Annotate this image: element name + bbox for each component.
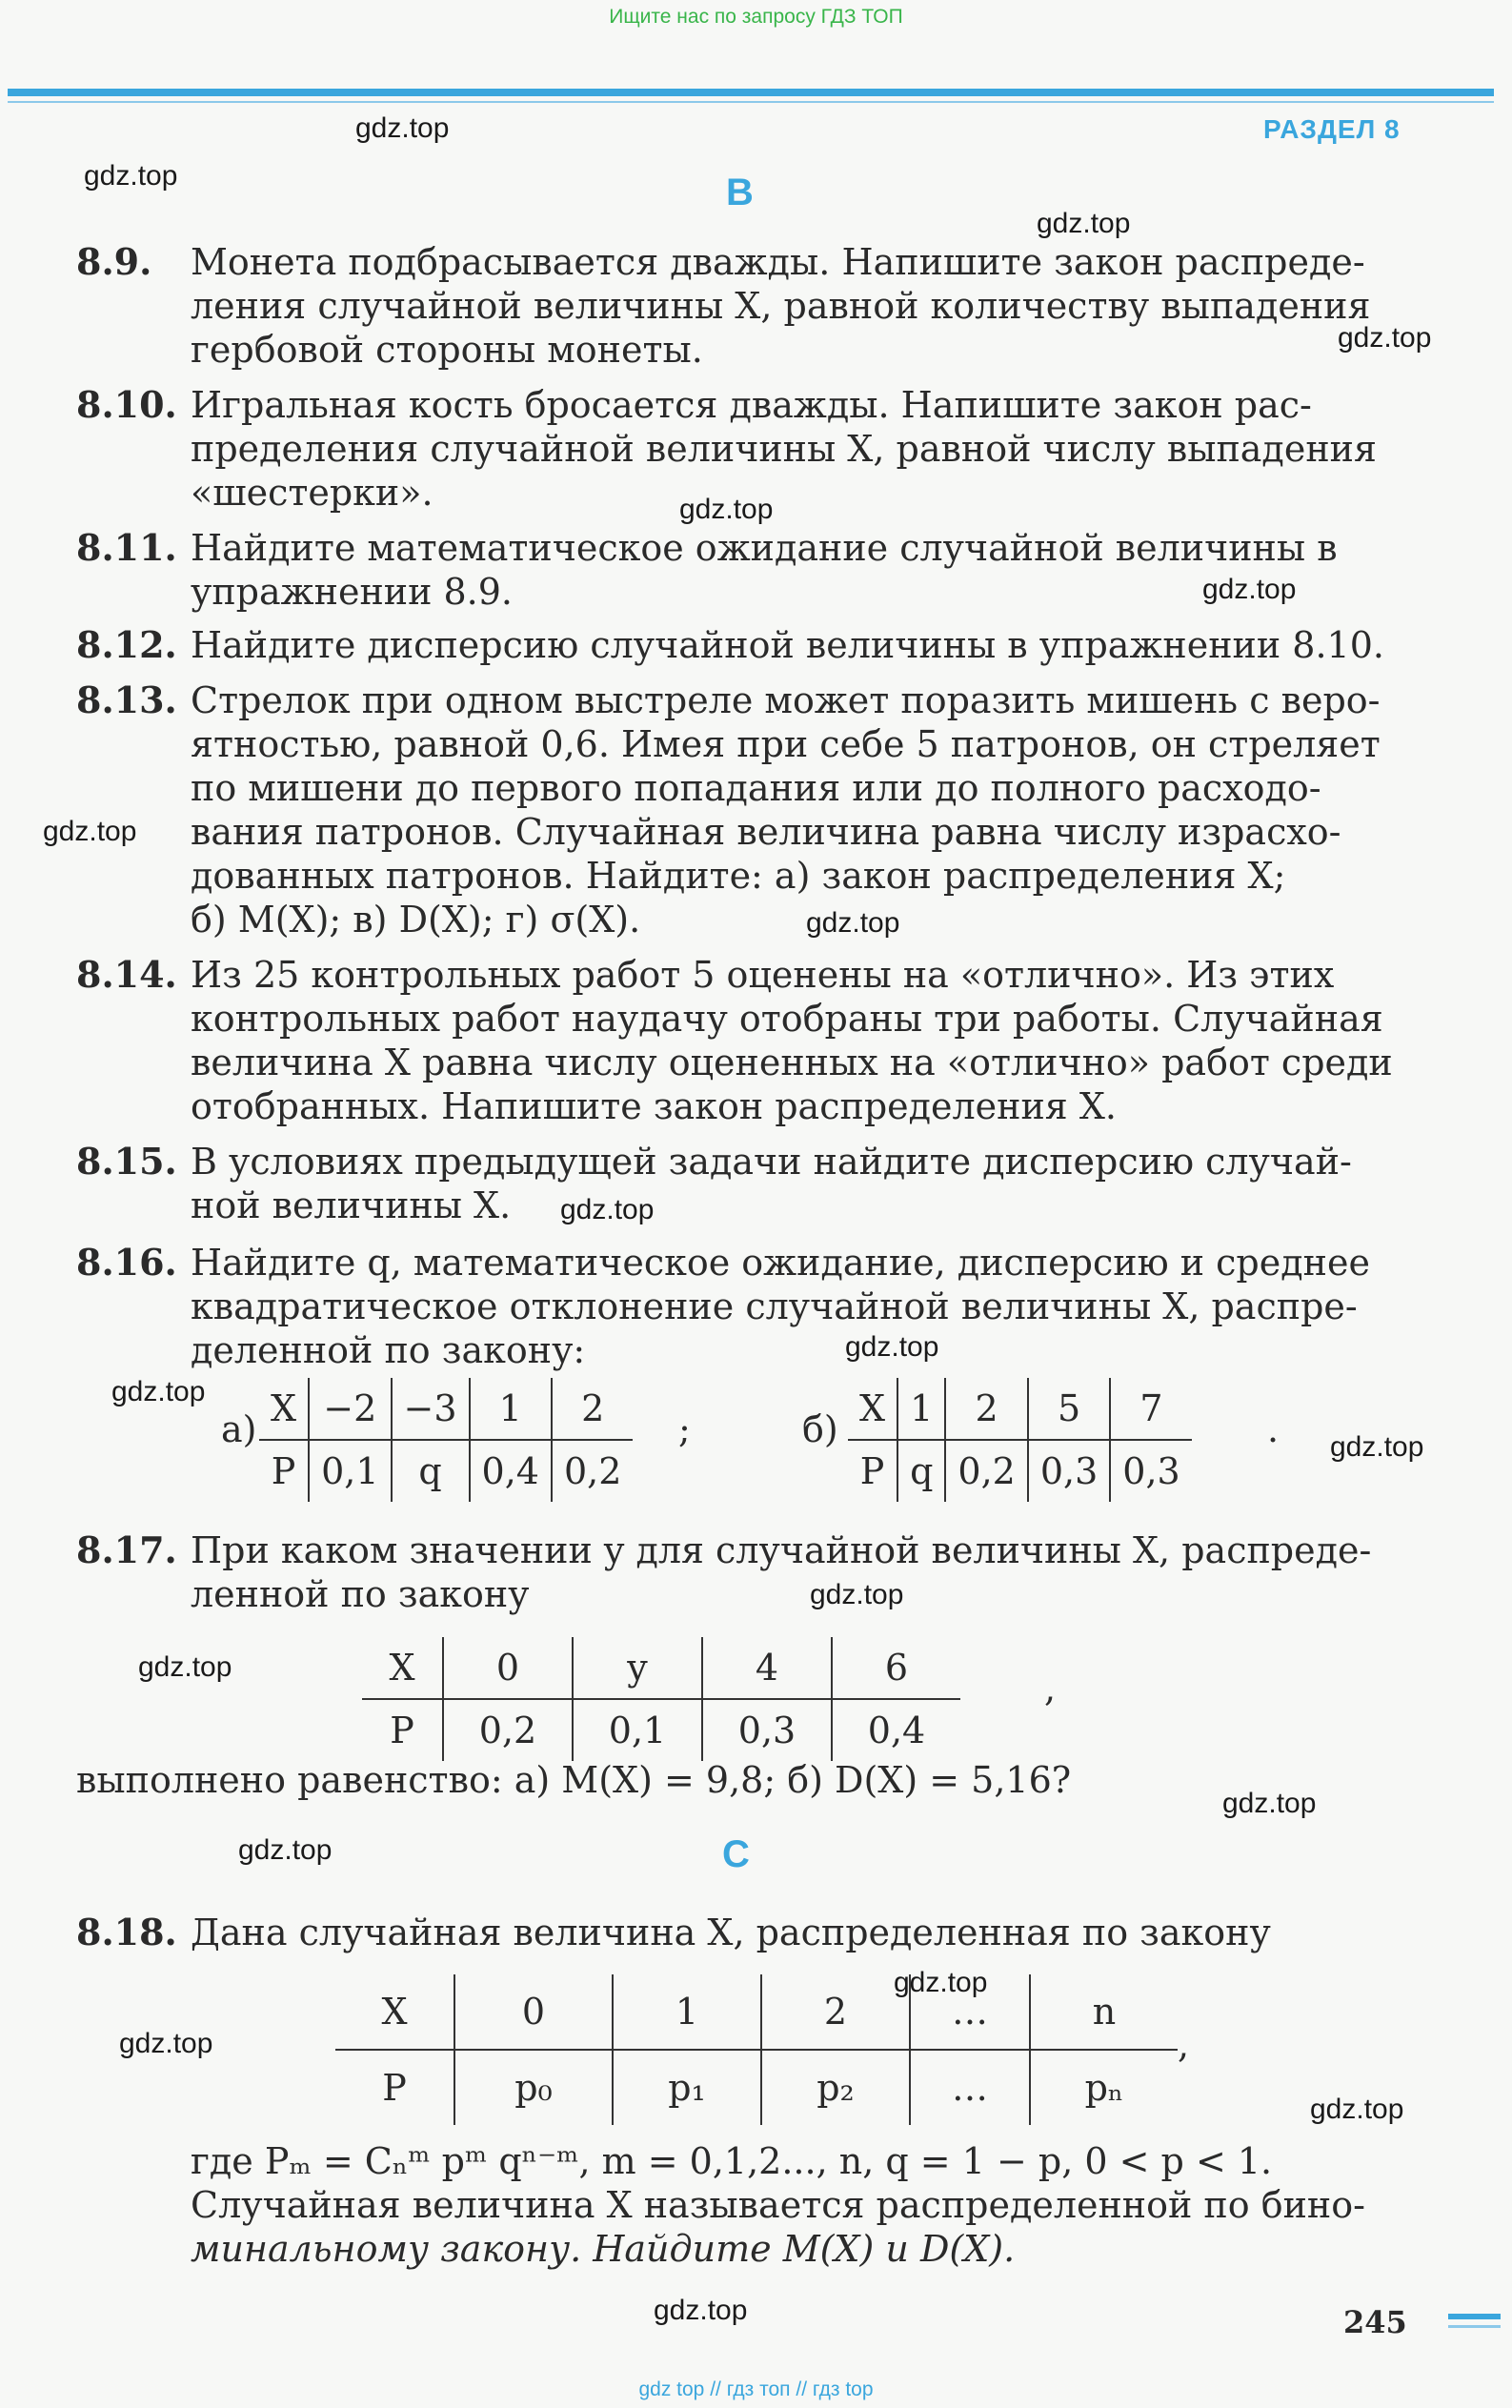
watermark: gdz.top (111, 1376, 206, 1407)
problem-line: Из 25 контрольных работ 5 оценены на «отлично». Из этих (191, 954, 1335, 996)
problem-line: Случайная величина X называется распределенной по бино- (191, 2184, 1365, 2226)
problem-line: ления случайной величины X, равной количеству выпадения (191, 285, 1371, 327)
watermark: gdz.top (1202, 574, 1297, 605)
problem-8-15 (76, 1140, 1405, 1227)
table-cell: 0,3 (702, 1699, 832, 1761)
watermark: gdz.top (138, 1651, 232, 1683)
table-cell: X (848, 1378, 897, 1440)
problem-line: контрольных работ наудачу отобраны три работы. Случайная (191, 998, 1383, 1040)
problem-8-12 (76, 623, 1405, 667)
problem-line: Найдите q, математическое ожидание, дисперсию и среднее (191, 1242, 1370, 1284)
problem-line: ленной по закону (191, 1573, 530, 1615)
table-cell: 0,4 (832, 1699, 960, 1761)
table-end: , (1178, 2024, 1190, 2066)
problem-number: 8.9. (76, 240, 152, 283)
problem-number: 8.12. (76, 623, 177, 666)
watermark: gdz.top (43, 816, 137, 847)
table-cell: … (910, 1974, 1030, 2050)
problem-line: Найдите дисперсию случайной величины в упражнении 8.10. (191, 624, 1384, 666)
table-cell: y (573, 1637, 702, 1699)
table-cell: 0,2 (552, 1440, 633, 1502)
footer-links[interactable]: gdz top // гдз топ // гдз top (638, 2378, 874, 2400)
table-cell: P (382, 2067, 407, 2109)
table-cell: 4 (702, 1637, 832, 1699)
problem-line: б) M(X); в) D(X); г) σ(X). (191, 899, 641, 941)
table-cell: 0,1 (573, 1699, 702, 1761)
table-cell: 7 (1110, 1378, 1191, 1440)
problem-line: упражнении 8.9. (191, 571, 514, 613)
table-cell: p₁ (613, 2050, 761, 2125)
problem-line: дованных патронов. Найдите: а) закон распределения X; (191, 855, 1286, 897)
table-cell: X (259, 1378, 309, 1440)
problem-8-10 (76, 383, 1405, 515)
table-label-a: а) (221, 1408, 257, 1450)
watermark: gdz.top (1310, 2094, 1404, 2125)
problem-8-16 (76, 1241, 1405, 1372)
problem-number: 8.17. (76, 1528, 177, 1571)
table-cell: n (1030, 1974, 1178, 2050)
watermark: gdz.top (1330, 1431, 1424, 1463)
section-label: РАЗДЕЛ 8 (1263, 114, 1401, 144)
distribution-table-8-18 (335, 1974, 1178, 2125)
table-label-b: б) (802, 1408, 838, 1450)
problem-number: 8.13. (76, 678, 177, 721)
problem-line: Найдите математическое ожидание случайной величины в (191, 527, 1338, 569)
table-end: ; (678, 1408, 691, 1450)
watermark: gdz.top (238, 1834, 333, 1866)
watermark: gdz.top (654, 2295, 748, 2326)
problem-line: Дана случайная величина X, распределенная по закону (191, 1912, 1271, 1953)
problem-line: деленной по закону: (191, 1329, 586, 1371)
table-cell: 2 (945, 1378, 1027, 1440)
watermark: gdz.top (894, 1967, 988, 1998)
distribution-table-8-16b (848, 1378, 1192, 1502)
problem-line: величина X равна числу оцененных на «отлично» работ среди (191, 1042, 1393, 1083)
problem-8-18 (76, 1911, 1405, 1954)
table-cell: 0,3 (1110, 1440, 1191, 1502)
table-cell: 0,2 (945, 1440, 1027, 1502)
page-number: 245 (1343, 2304, 1407, 2340)
watermark: gdz.top (1338, 322, 1432, 354)
problem-line: отобранных. Напишите закон распределения X. (191, 1085, 1117, 1127)
watermark: gdz.top (560, 1194, 655, 1225)
table-cell: 1 (897, 1378, 945, 1440)
table-cell: 0,2 (443, 1699, 573, 1761)
problem-8-11 (76, 526, 1405, 614)
problem-line: по мишени до первого попадания или до полного расходо- (191, 767, 1321, 809)
top-notice[interactable]: Ищите нас по запросу ГДЗ ТОП (609, 6, 903, 28)
table-cell: 2 (552, 1378, 633, 1440)
watermark: gdz.top (84, 160, 178, 192)
table-cell: 1 (470, 1378, 552, 1440)
table-cell: 0,3 (1028, 1440, 1110, 1502)
problem-line: где Pₘ = Cₙᵐ pᵐ qⁿ⁻ᵐ, m = 0,1,2..., n, q = 1 − p, 0 < p < 1. (191, 2140, 1273, 2182)
table-cell: P (271, 1450, 296, 1492)
table-cell: 1 (613, 1974, 761, 2050)
problem-line: пределения случайной величины X, равной числу выпадения (191, 428, 1377, 470)
level-heading-c: C (722, 1833, 750, 1875)
level-heading-b: B (726, 172, 754, 213)
problem-8-17-condition (76, 1758, 1405, 1802)
table-cell: p₀ (454, 2050, 613, 2125)
table-cell: −3 (392, 1378, 470, 1440)
problem-line: гербовой стороны монеты. (191, 329, 703, 371)
watermark: gdz.top (355, 112, 450, 144)
problem-line: «шестерки». (191, 472, 433, 514)
problem-number: 8.18. (76, 1911, 177, 1953)
table-cell: 0 (443, 1637, 573, 1699)
table-cell: 5 (1028, 1378, 1110, 1440)
problem-line: квадратическое отклонение случайной величины X, распре- (191, 1285, 1358, 1327)
table-cell: 6 (832, 1637, 960, 1699)
problem-number: 8.15. (76, 1140, 177, 1183)
table-cell: q (897, 1440, 945, 1502)
header-rule (8, 89, 1494, 96)
problem-8-18-formula (76, 2139, 1405, 2271)
table-cell: −2 (309, 1378, 391, 1440)
table-cell: X (335, 1974, 454, 2050)
watermark: gdz.top (119, 2028, 213, 2059)
problem-number: 8.11. (76, 526, 177, 569)
problem-line: вания патронов. Случайная величина равна числу израсхо- (191, 811, 1341, 853)
problem-line: Игральная кость бросается дважды. Напишите закон рас- (191, 384, 1312, 426)
watermark: gdz.top (806, 907, 900, 939)
table-end: , (1044, 1668, 1057, 1710)
problem-number: 8.16. (76, 1241, 177, 1284)
table-cell: X (362, 1637, 443, 1699)
distribution-table-8-17 (362, 1637, 960, 1761)
watermark: gdz.top (845, 1331, 939, 1363)
page-number-bar-thin (1448, 2325, 1501, 2328)
table-cell: P (390, 1710, 414, 1751)
problem-line: При каком значении y для случайной величины X, распреде- (191, 1529, 1372, 1571)
problem-line: ятностью, равной 0,6. Имея при себе 5 патронов, он стреляет (191, 723, 1381, 765)
table-cell: q (392, 1440, 470, 1502)
page-number-bar (1448, 2314, 1501, 2319)
table-cell: 0 (454, 1974, 613, 2050)
table-cell: … (910, 2050, 1030, 2125)
header-rule-thin (8, 101, 1494, 103)
problem-8-13 (76, 678, 1405, 941)
problem-8-9 (76, 240, 1405, 372)
table-cell: 2 (761, 1974, 910, 2050)
problem-number: 8.10. (76, 383, 177, 426)
table-cell: pₙ (1030, 2050, 1178, 2125)
problem-8-17 (76, 1528, 1405, 1616)
problem-line: ной величины X. (191, 1184, 512, 1226)
watermark: gdz.top (1037, 208, 1131, 239)
problem-8-14 (76, 953, 1405, 1128)
table-cell: 0,1 (309, 1440, 391, 1502)
problem-line: минальному закону. Найдите M(X) и D(X). (191, 2228, 1016, 2270)
problem-line: Стрелок при одном выстреле может поразить мишень с веро- (191, 679, 1381, 721)
table-cell: P (859, 1450, 885, 1492)
watermark: gdz.top (810, 1579, 904, 1610)
distribution-table-8-16a (259, 1378, 633, 1502)
problem-line: выполнено равенство: а) M(X) = 9,8; б) D(X) = 5,16? (76, 1759, 1072, 1801)
watermark: gdz.top (679, 494, 774, 525)
problem-line: Монета подбрасывается дважды. Напишите закон распреде- (191, 241, 1365, 283)
problem-line: В условиях предыдущей задачи найдите дисперсию случай- (191, 1141, 1352, 1183)
problem-number: 8.14. (76, 953, 177, 996)
table-cell: p₂ (761, 2050, 910, 2125)
table-end: . (1267, 1408, 1280, 1450)
table-cell: 0,4 (470, 1440, 552, 1502)
watermark: gdz.top (1222, 1788, 1317, 1819)
